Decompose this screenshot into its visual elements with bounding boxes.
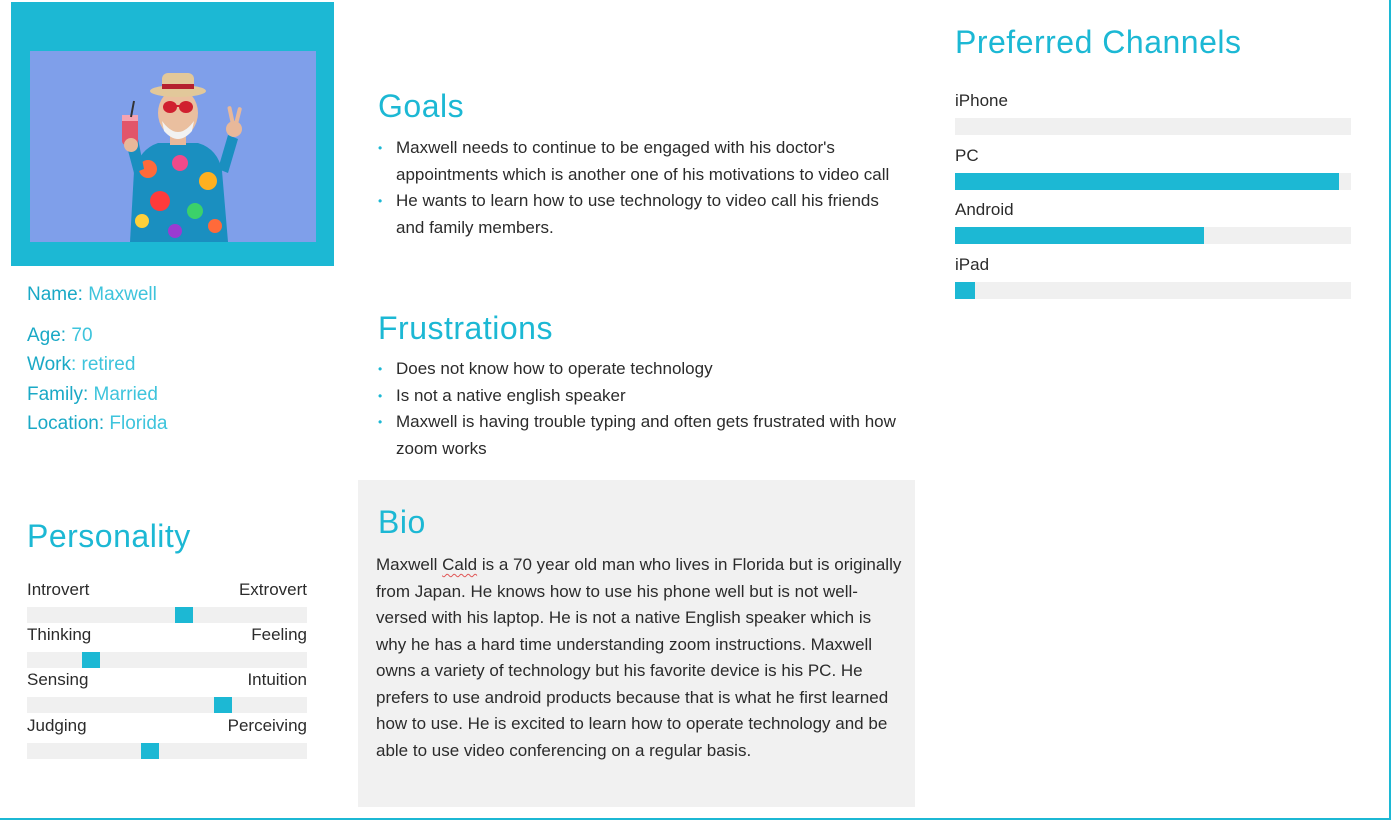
info-family-value: Married — [93, 384, 158, 405]
trait-right-label: Intuition — [247, 670, 307, 689]
trait-right-label: Extrovert — [238, 580, 307, 599]
frame-border-right — [1389, 0, 1391, 820]
channel-row — [955, 91, 1351, 111]
info-age — [27, 325, 93, 347]
channel-label: iPhone — [955, 91, 1008, 110]
bio-title: Bio — [378, 504, 426, 540]
bio-text — [376, 552, 904, 764]
channel-track — [955, 118, 1351, 135]
trait-right-label: Feeling — [251, 625, 307, 644]
info-name-key: Name: — [27, 284, 83, 305]
trait-thumb — [82, 652, 100, 668]
trait-row — [27, 670, 307, 690]
trait-row — [27, 580, 307, 600]
channel-label: iPad — [955, 255, 990, 274]
frustration-item: • Maxwell is having trouble typing and often gets frustrated with how zoom works — [378, 409, 908, 462]
trait-right-label: Perceiving — [227, 716, 307, 735]
trait-track — [27, 697, 307, 713]
trait-row — [27, 625, 307, 645]
persona-photo — [30, 51, 316, 242]
frustrations-title: Frustrations — [378, 310, 553, 346]
goals-list — [378, 135, 908, 241]
channels-title: Preferred Channels — [955, 24, 1242, 60]
frame-border-bottom — [0, 818, 1391, 820]
info-work-key: Work — [27, 354, 71, 375]
bio-text-start: Maxwell — [376, 555, 443, 574]
channel-fill — [955, 282, 975, 299]
goal-item: • He wants to learn how to use technology to video call his friends and family members. — [378, 188, 908, 241]
trait-thumb — [175, 607, 193, 623]
frustration-item: • Is not a native english speaker — [378, 383, 908, 410]
info-name-value: Maxwell — [88, 284, 157, 305]
trait-thumb — [141, 743, 159, 759]
info-location-key: Location: — [27, 413, 105, 434]
info-work-value: : retired — [70, 354, 136, 375]
info-age-value: 70 — [71, 325, 93, 346]
trait-track — [27, 652, 307, 668]
info-location — [27, 413, 167, 435]
bio-misspelled-word[interactable]: Cald — [442, 555, 478, 574]
channel-track — [955, 227, 1351, 244]
goal-item: • Maxwell needs to continue to be engaged with his doctor's appointments which is another one of his motivations to video call — [378, 135, 908, 188]
info-family-key: Family: — [27, 384, 89, 405]
channel-fill — [955, 173, 1339, 190]
bio-text-rest: is a 70 year old man who lives in Florida but is originally from Japan. He knows how to use his phone well but is not well-versed with his laptop. He is not a native English speaker which is why he has a hard time understanding zoom instructions. Maxwell owns a variety of technology but his favorite device is his PC. He prefers to use android products because that is what he first learned how to use. He is excited to learn how to operate technology and be able to use video conferencing on a regular basis. — [376, 555, 902, 760]
personality-title: Personality — [27, 518, 191, 554]
info-age-key: Age: — [27, 325, 67, 346]
channel-row — [955, 200, 1351, 220]
channel-track — [955, 173, 1351, 190]
channel-label: PC — [955, 146, 979, 165]
channel-row — [955, 146, 1351, 166]
channel-track — [955, 282, 1351, 299]
info-work — [27, 354, 135, 376]
bio-panel — [358, 480, 915, 807]
channel-row — [955, 255, 1351, 275]
persona-photo-frame — [11, 2, 334, 266]
goals-title: Goals — [378, 88, 465, 124]
trait-left-label: Sensing — [27, 670, 89, 689]
channel-fill — [955, 227, 1204, 244]
info-name — [27, 284, 157, 306]
trait-left-label: Introvert — [27, 580, 90, 599]
info-location-value: Florida — [109, 413, 168, 434]
trait-track — [27, 607, 307, 623]
trait-left-label: Judging — [27, 716, 87, 735]
info-family — [27, 384, 158, 406]
trait-row — [27, 716, 307, 736]
trait-left-label: Thinking — [27, 625, 92, 644]
trait-thumb — [214, 697, 232, 713]
trait-track — [27, 743, 307, 759]
frustration-item: • Does not know how to operate technology — [378, 356, 908, 383]
frustrations-list — [378, 356, 908, 462]
persona-photo-illustration — [30, 51, 316, 242]
channel-label: Android — [955, 200, 1014, 219]
